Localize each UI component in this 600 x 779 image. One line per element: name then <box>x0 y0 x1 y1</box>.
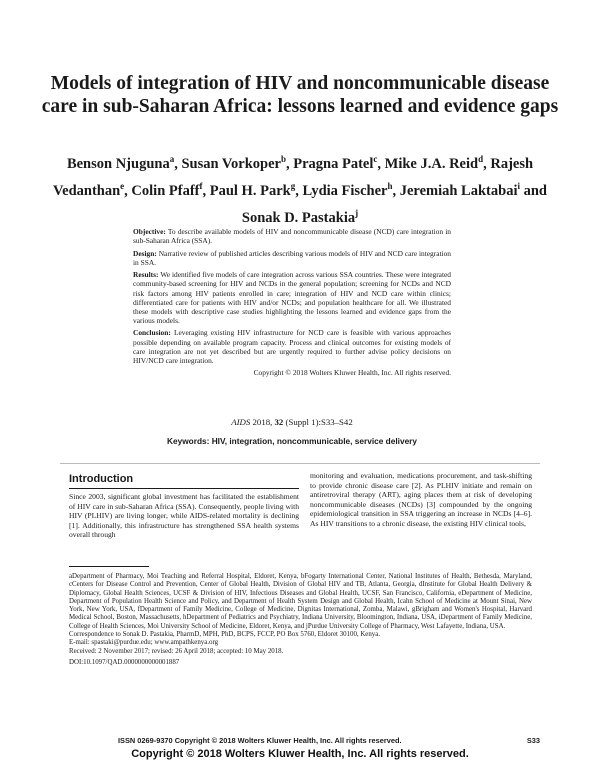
doi: DOI:10.1097/QAD.0000000000001887 <box>69 658 180 666</box>
author-affiliation-mark: f <box>199 180 203 191</box>
author-affiliation-mark: a <box>169 154 175 164</box>
author-affiliation-mark: h <box>387 180 393 191</box>
section-divider <box>60 463 540 464</box>
abstract-design: Design: Narrative review of published articles describing various models of HIV and NCD care integration in SSA. <box>133 248 451 267</box>
author-name: Mike J.A. Reid <box>384 155 479 172</box>
introduction-heading: Introduction <box>69 473 299 489</box>
page-footer <box>60 736 540 748</box>
keywords: Keywords: HIV, integration, noncommunicable, service delivery <box>166 436 418 446</box>
abstract <box>133 227 451 381</box>
email: E-mail: spastaki@purdue.edu; www.ampathkenya.org <box>69 639 219 647</box>
introduction-left-column: Since 2003, significant global investment has facilitated the establishment of HIV care in sub-Saharan Africa (SSA). Consequently, people living with HIV (PLHIV) are living longer, while AIDS-related mortality is declining [1]. Additionally, this infrastructure has strengthened SSA health systems overall through <box>69 492 299 540</box>
author-affiliation-mark: j <box>355 207 359 218</box>
issn-line: ISSN 0269-9370 Copyright © 2018 Wolters Kluwer Health, Inc. All rights reserved. <box>118 736 402 745</box>
author-list: Benson Njuguna$^a$, Susan Vorkoper$^b$, Pragna Patel$^c$, Mike J.A. Reid$^d$, Rajesh Vedanthan$^e$, Colin Pfaff$^f$, Paul H. Park$^g$, Lydia Fischer$^h$, Jeremiah Laktabai$^i$ and Sonak D. Pastakia$^j$ <box>53 154 547 226</box>
author-name: Colin Pfaff <box>131 182 200 199</box>
introduction-right-column: monitoring and evaluation, medications procurement, and task-shifting to provide chronic disease care [2]. As PLHIV initiate and remain on antiretroviral therapy (ART), aging places them at risk of developing noncommunicable diseases (NCDs) [3] compounded by the ongoing epidemiological transition in SSA triggering an increase in NCDs [4–6]. As HIV transitions to a chronic disease, the existing HIV clinical tools, <box>310 471 532 528</box>
author-name: Pragna Patel <box>293 155 374 172</box>
affiliations: aDepartment of Pharmacy, Moi Teaching and Referral Hospital, Eldoret, Kenya, bFogarty International Center, National Institutes of Health, Bethesda, Maryland, cCenters for Disease Control and Prevention, Center of Global Health, Division of Global HIV and TB, Atlanta, Georgia, dInstitute for Global Health Delivery & Diplomacy, Global Health Sciences, UCSF & Division of HIV, Infectious Diseases and Global Health, UCSF, San Francisco, California, eDepartment of Medicine, Department of Population Health Science and Policy, and Department of Health System Design and Global Health, Icahn School of Medicine at Mount Sinai, New York, New York, USA, fDepartment of Family Medicine, College of Medicine, Dignitas International, Zomba, Malawi, gBrigham and Women's Hospital, Harvard Medical School, Boston, Massachusetts, hDepartment of Pediatrics and Psychiatry, Indiana University, Bloomington, Indiana, USA, iDepartment of Family Medicine, College of Health Sciences, Moi University School of Medicine, Eldoret, Kenya, and jPurdue University College of Pharmacy, West Lafayette, Indiana, USA. <box>69 573 532 630</box>
author-affiliation-mark: c <box>373 154 378 164</box>
abstract-conclusion: Conclusion: Leveraging existing HIV infrastructure for NCD care is feasible with various approaches possible depending on available program capacity. Process and clinical outcomes for existing models of care integration are not yet described but are urgently required to further advise policy decisions on HIV/NCD care integration. <box>133 328 451 365</box>
author-name: Susan Vorkoper <box>181 155 281 172</box>
article-title: Models of integration of HIV and noncommunicable disease care in sub-Saharan Africa: lessons learned and evidence gaps <box>41 73 559 117</box>
author-name: Benson Njuguna <box>66 155 170 172</box>
abstract-copyright: Copyright © 2018 Wolters Kluwer Health, Inc. All rights reserved. <box>253 368 451 378</box>
page-number: S33 <box>526 736 540 745</box>
author-name: Rajesh Vedanthan <box>53 155 534 199</box>
author-affiliation-mark: e <box>120 180 125 191</box>
author-affiliation-mark: i <box>517 180 520 191</box>
author-name: Paul H. Park <box>209 182 291 199</box>
author-name: Sonak D. Pastakia <box>241 209 356 226</box>
copyright-watermark: Copyright © 2018 Wolters Kluwer Health, Inc. All rights reserved. <box>131 748 469 760</box>
author-name: Lydia Fischer <box>302 182 388 199</box>
abstract-objective: Objective: To describe available models of HIV and noncommunicable disease (NCD) care integration in sub-Saharan Africa (SSA). <box>133 227 451 246</box>
author-affiliation-mark: d <box>478 154 484 164</box>
abstract-results: Results: We identified five models of care integration across various SSA countries. These were integrated community-based screening for HIV and NCDs in the general population; screening for NCDs and NCD risk factors among HIV patients enrolled in care; integration of HIV and NCD care within clinics; differentiated care for patients with HIV and/or NCDs; and population healthcare for all. We illustrated these models with descriptive case studies highlighting the lessons learned and evidence gaps from the various models. <box>133 270 451 325</box>
author-affiliation-mark: g <box>290 180 296 191</box>
author-name: Jeremiah Laktabai <box>399 182 518 199</box>
received-dates: Received: 2 November 2017; revised: 26 April 2018; accepted: 10 May 2018. <box>69 647 284 655</box>
citation-line: AIDS 2018, 32 (Suppl 1):S33–S42 <box>231 417 353 427</box>
footnotes <box>69 573 532 667</box>
author-affiliation-mark: b <box>280 154 286 164</box>
footnote-rule <box>69 566 149 567</box>
correspondence: Correspondence to Sonak D. Pastakia, PharmD, MPH, PhD, BCPS, FCCP, PO Box 5760, Eldoret 30100, Kenya. <box>69 631 381 639</box>
